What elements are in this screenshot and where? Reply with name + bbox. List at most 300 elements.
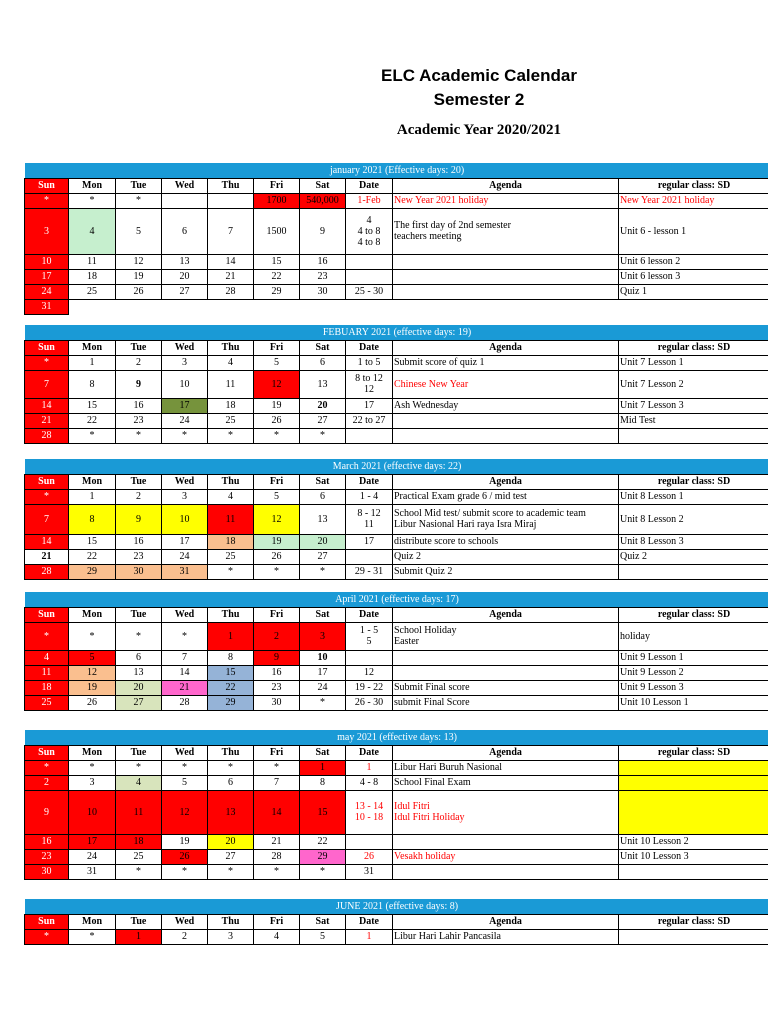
day-cell: 9	[254, 650, 300, 665]
agenda-cell: School Final Exam	[393, 775, 619, 790]
day-cell: 24	[300, 680, 346, 695]
day-cell: *	[254, 564, 300, 579]
regular-class-cell	[619, 760, 768, 775]
header-mon: Mon	[69, 178, 116, 193]
day-cell: 31	[25, 299, 69, 314]
day-cell: 24	[69, 849, 116, 864]
day-cell: *	[300, 428, 346, 443]
day-cell: 7	[208, 208, 254, 254]
day-cell: 7	[25, 370, 69, 398]
day-cell: 18	[116, 834, 162, 849]
agenda-cell: Chinese New Year	[393, 370, 619, 398]
month-banner: may 2021 (effective days: 13)	[25, 730, 768, 745]
header-fri: Fri	[254, 914, 300, 929]
header-thu: Thu	[208, 607, 254, 622]
day-cell: 22	[208, 680, 254, 695]
header-sat: Sat	[300, 474, 346, 489]
day-cell: 18	[69, 269, 116, 284]
regular-class-cell: Unit 7 Lesson 2	[619, 370, 768, 398]
day-cell: 22	[254, 269, 300, 284]
day-cell: 24	[25, 284, 69, 299]
header-sun: Sun	[25, 178, 69, 193]
day-cell: *	[254, 428, 300, 443]
agenda-cell: Ash Wednesday	[393, 398, 619, 413]
header-agenda: Agenda	[393, 745, 619, 760]
header-thu: Thu	[208, 745, 254, 760]
day-cell: 10	[69, 790, 116, 834]
day-cell: 6	[116, 650, 162, 665]
day-cell: 2	[25, 775, 69, 790]
date-cell	[346, 254, 393, 269]
header-fri: Fri	[254, 607, 300, 622]
month-april	[24, 592, 768, 711]
day-cell: 16	[254, 665, 300, 680]
regular-class-cell: Unit 7 Lesson 1	[619, 355, 768, 370]
regular-class-cell: Unit 8 Lesson 1	[619, 489, 768, 504]
header-regular-class: regular class: SD	[619, 474, 768, 489]
month-february	[24, 325, 768, 444]
month-banner: JUNE 2021 (effective days: 8)	[25, 899, 768, 914]
day-cell: 8	[69, 370, 116, 398]
header-tue: Tue	[116, 474, 162, 489]
date-cell: 26 - 30	[346, 695, 393, 710]
agenda-cell: Submit Final score	[393, 680, 619, 695]
header-sat: Sat	[300, 340, 346, 355]
regular-class-cell: Unit 9 Lesson 2	[619, 665, 768, 680]
day-cell: 7	[25, 504, 69, 534]
agenda-cell: Vesakh holiday	[393, 849, 619, 864]
header-date: Date	[346, 474, 393, 489]
month-march	[24, 459, 768, 580]
date-cell: 1	[346, 760, 393, 775]
date-cell: 4 4 to 8 4 to 8	[346, 208, 393, 254]
day-cell: 13	[208, 790, 254, 834]
day-cell	[162, 193, 208, 208]
day-cell: 5	[300, 929, 346, 944]
header-thu: Thu	[208, 914, 254, 929]
day-cell: *	[25, 929, 69, 944]
day-cell: 5	[162, 775, 208, 790]
agenda-cell	[393, 864, 619, 879]
day-cell: 21	[25, 549, 69, 564]
day-cell: 23	[116, 413, 162, 428]
day-cell: 12	[162, 790, 208, 834]
day-cell: 3	[69, 775, 116, 790]
regular-class-cell: Unit 8 Lesson 2	[619, 504, 768, 534]
header-agenda: Agenda	[393, 607, 619, 622]
day-cell: 11	[25, 665, 69, 680]
header-mon: Mon	[69, 607, 116, 622]
day-cell: 5	[69, 650, 116, 665]
day-cell: *	[69, 929, 116, 944]
agenda-cell: School Holiday Easter	[393, 622, 619, 650]
date-cell: 1 to 5	[346, 355, 393, 370]
header-thu: Thu	[208, 340, 254, 355]
date-cell: 25 - 30	[346, 284, 393, 299]
day-cell: 3	[208, 929, 254, 944]
date-cell: 4 - 8	[346, 775, 393, 790]
day-cell: *	[25, 355, 69, 370]
day-cell: 19	[116, 269, 162, 284]
day-cell: 4	[208, 355, 254, 370]
header-thu: Thu	[208, 474, 254, 489]
agenda-cell: The first day of 2nd semester teachers meeting	[393, 208, 619, 254]
calendar-title: ELC Academic Calendar	[381, 66, 577, 85]
header-tue: Tue	[116, 340, 162, 355]
month-banner: january 2021 (Effective days: 20)	[25, 163, 768, 178]
day-cell: 16	[116, 398, 162, 413]
agenda-cell: Libur Hari Lahir Pancasila	[393, 929, 619, 944]
day-cell: 28	[208, 284, 254, 299]
date-cell: 8 to 12 12	[346, 370, 393, 398]
day-cell: 13	[116, 665, 162, 680]
day-cell: 4	[254, 929, 300, 944]
date-cell: 22 to 27	[346, 413, 393, 428]
day-cell: 2	[254, 622, 300, 650]
regular-class-cell	[619, 790, 768, 834]
day-cell: *	[116, 428, 162, 443]
day-cell: *	[116, 864, 162, 879]
day-cell: 19	[254, 534, 300, 549]
day-cell: 8	[69, 504, 116, 534]
day-cell: 6	[300, 489, 346, 504]
day-cell: 2	[116, 489, 162, 504]
day-cell: *	[254, 760, 300, 775]
day-cell: 4	[25, 650, 69, 665]
agenda-cell: distribute score to schools	[393, 534, 619, 549]
header-wed: Wed	[162, 340, 208, 355]
header-regular-class: regular class: SD	[619, 178, 768, 193]
header-mon: Mon	[69, 745, 116, 760]
day-cell: 21	[254, 834, 300, 849]
day-cell: *	[162, 864, 208, 879]
day-cell: 29	[300, 849, 346, 864]
day-cell: 10	[300, 650, 346, 665]
day-cell: 13	[162, 254, 208, 269]
day-cell: 11	[208, 504, 254, 534]
header-sun: Sun	[25, 474, 69, 489]
day-cell: 8	[208, 650, 254, 665]
agenda-cell: Idul Fitri Idul Fitri Holiday	[393, 790, 619, 834]
day-cell: 1500	[254, 208, 300, 254]
header-date: Date	[346, 607, 393, 622]
agenda-cell	[393, 834, 619, 849]
header-fri: Fri	[254, 178, 300, 193]
agenda-cell	[393, 269, 619, 284]
day-cell: 21	[208, 269, 254, 284]
day-cell: 23	[300, 269, 346, 284]
day-cell: *	[116, 622, 162, 650]
day-cell: *	[69, 760, 116, 775]
day-cell: 12	[116, 254, 162, 269]
date-cell: 19 - 22	[346, 680, 393, 695]
day-cell: 15	[69, 398, 116, 413]
header-wed: Wed	[162, 178, 208, 193]
day-cell: 3	[25, 208, 69, 254]
header-sun: Sun	[25, 914, 69, 929]
day-cell: *	[25, 193, 69, 208]
regular-class-cell: Quiz 2	[619, 549, 768, 564]
day-cell: *	[208, 564, 254, 579]
header-date: Date	[346, 914, 393, 929]
regular-class-cell: Unit 6 lesson 2	[619, 254, 768, 269]
day-cell: 22	[69, 549, 116, 564]
header-tue: Tue	[116, 607, 162, 622]
regular-class-cell: Unit 10 Lesson 2	[619, 834, 768, 849]
day-cell: 6	[208, 775, 254, 790]
day-cell: 20	[208, 834, 254, 849]
day-cell: 20	[300, 398, 346, 413]
day-cell: 10	[162, 370, 208, 398]
day-cell: 2	[162, 929, 208, 944]
header-agenda: Agenda	[393, 340, 619, 355]
header-sat: Sat	[300, 914, 346, 929]
day-cell: 22	[300, 834, 346, 849]
regular-class-cell	[619, 564, 768, 579]
day-cell: 11	[116, 790, 162, 834]
date-cell: 17	[346, 534, 393, 549]
day-cell: 25	[69, 284, 116, 299]
day-cell: 30	[25, 864, 69, 879]
day-cell: 11	[69, 254, 116, 269]
day-cell: 26	[116, 284, 162, 299]
day-cell: 24	[162, 549, 208, 564]
agenda-cell: Submit score of quiz 1	[393, 355, 619, 370]
day-cell: 3	[162, 355, 208, 370]
header-mon: Mon	[69, 914, 116, 929]
day-cell: *	[116, 760, 162, 775]
day-cell: 17	[25, 269, 69, 284]
month-banner: FEBUARY 2021 (effective days: 19)	[25, 325, 768, 340]
day-cell: 11	[208, 370, 254, 398]
date-cell: 26	[346, 849, 393, 864]
day-cell: 28	[162, 695, 208, 710]
month-june	[24, 899, 768, 945]
header-wed: Wed	[162, 474, 208, 489]
day-cell: 7	[254, 775, 300, 790]
day-cell: *	[300, 864, 346, 879]
agenda-cell: School Mid test/ submit score to academic team Libur Nasional Hari raya Isra Miraj	[393, 504, 619, 534]
day-cell: 9	[25, 790, 69, 834]
day-cell: 15	[300, 790, 346, 834]
day-cell: 26	[162, 849, 208, 864]
day-cell: 13	[300, 504, 346, 534]
date-cell: 1 - 4	[346, 489, 393, 504]
day-cell: 18	[208, 534, 254, 549]
day-cell: *	[25, 760, 69, 775]
day-cell: 26	[254, 413, 300, 428]
day-cell: 19	[69, 680, 116, 695]
day-cell: 21	[162, 680, 208, 695]
header-fri: Fri	[254, 745, 300, 760]
day-cell: 16	[116, 534, 162, 549]
date-cell	[346, 650, 393, 665]
day-cell: 9	[116, 370, 162, 398]
day-cell: *	[162, 760, 208, 775]
day-cell: 2	[116, 355, 162, 370]
day-cell: 6	[300, 355, 346, 370]
regular-class-cell: holiday	[619, 622, 768, 650]
day-cell: 1	[300, 760, 346, 775]
day-cell: 19	[162, 834, 208, 849]
agenda-cell: Practical Exam grade 6 / mid test	[393, 489, 619, 504]
semester-label: Semester 2	[433, 90, 525, 109]
header-tue: Tue	[116, 914, 162, 929]
regular-class-cell: Unit 6 lesson 3	[619, 269, 768, 284]
day-cell: 17	[162, 534, 208, 549]
day-cell: 28	[25, 564, 69, 579]
day-cell: 15	[254, 254, 300, 269]
regular-class-cell	[619, 864, 768, 879]
day-cell: 4	[208, 489, 254, 504]
day-cell: 4	[69, 208, 116, 254]
month-may	[24, 730, 768, 880]
header-date: Date	[346, 340, 393, 355]
header-regular-class: regular class: SD	[619, 607, 768, 622]
day-cell: 20	[300, 534, 346, 549]
day-cell: *	[208, 864, 254, 879]
month-january	[24, 163, 768, 315]
header-wed: Wed	[162, 607, 208, 622]
day-cell: 21	[25, 413, 69, 428]
day-cell: 25	[116, 849, 162, 864]
day-cell: 15	[69, 534, 116, 549]
day-cell: 7	[162, 650, 208, 665]
agenda-cell: New Year 2021 holiday	[393, 193, 619, 208]
header-sat: Sat	[300, 607, 346, 622]
day-cell: 31	[69, 864, 116, 879]
empty-cell	[69, 299, 768, 314]
day-cell: 1	[208, 622, 254, 650]
regular-class-cell: New Year 2021 holiday	[619, 193, 768, 208]
day-cell: 30	[300, 284, 346, 299]
header-agenda: Agenda	[393, 474, 619, 489]
agenda-cell: Quiz 2	[393, 549, 619, 564]
day-cell: *	[69, 622, 116, 650]
header-tue: Tue	[116, 745, 162, 760]
agenda-cell	[393, 284, 619, 299]
header-agenda: Agenda	[393, 178, 619, 193]
day-cell: *	[116, 193, 162, 208]
month-banner: March 2021 (effective days: 22)	[25, 459, 768, 474]
day-cell: 12	[69, 665, 116, 680]
month-banner: April 2021 (effective days: 17)	[25, 592, 768, 607]
regular-class-cell	[619, 428, 768, 443]
day-cell: 9	[300, 208, 346, 254]
header-tue: Tue	[116, 178, 162, 193]
day-cell: 26	[254, 549, 300, 564]
day-cell: 30	[116, 564, 162, 579]
regular-class-cell: Unit 10 Lesson 1	[619, 695, 768, 710]
header-regular-class: regular class: SD	[619, 340, 768, 355]
day-cell: 12	[254, 370, 300, 398]
header-thu: Thu	[208, 178, 254, 193]
day-cell: 20	[116, 680, 162, 695]
academic-year: Academic Year 2020/2021	[396, 122, 562, 138]
day-cell: 5	[254, 355, 300, 370]
header-sun: Sun	[25, 607, 69, 622]
day-cell: 15	[208, 665, 254, 680]
header-sun: Sun	[25, 340, 69, 355]
day-cell: *	[208, 760, 254, 775]
day-cell: 1	[116, 929, 162, 944]
day-cell: *	[162, 622, 208, 650]
date-cell	[346, 269, 393, 284]
day-cell: 3	[162, 489, 208, 504]
agenda-cell: Submit Quiz 2	[393, 564, 619, 579]
date-cell: 13 - 14 10 - 18	[346, 790, 393, 834]
day-cell: *	[25, 489, 69, 504]
date-cell	[346, 549, 393, 564]
header-fri: Fri	[254, 340, 300, 355]
regular-class-cell: Quiz 1	[619, 284, 768, 299]
day-cell: *	[208, 428, 254, 443]
day-cell: 27	[300, 413, 346, 428]
day-cell: 9	[116, 504, 162, 534]
day-cell: 27	[116, 695, 162, 710]
date-cell: 1 - 5 5	[346, 622, 393, 650]
day-cell: 14	[254, 790, 300, 834]
day-cell: 30	[254, 695, 300, 710]
day-cell: 18	[25, 680, 69, 695]
agenda-cell	[393, 428, 619, 443]
day-cell: 5	[116, 208, 162, 254]
day-cell: 18	[208, 398, 254, 413]
day-cell: *	[300, 695, 346, 710]
date-cell: 1-Feb	[346, 193, 393, 208]
agenda-cell	[393, 650, 619, 665]
date-cell: 8 - 12 11	[346, 504, 393, 534]
day-cell: 22	[69, 413, 116, 428]
day-cell: 14	[208, 254, 254, 269]
day-cell: 14	[25, 398, 69, 413]
agenda-cell: Libur Hari Buruh Nasional	[393, 760, 619, 775]
regular-class-cell: Unit 8 Lesson 3	[619, 534, 768, 549]
agenda-cell	[393, 254, 619, 269]
day-cell	[208, 193, 254, 208]
day-cell: 23	[25, 849, 69, 864]
header-wed: Wed	[162, 745, 208, 760]
date-cell: 29 - 31	[346, 564, 393, 579]
day-cell: 20	[162, 269, 208, 284]
date-cell: 12	[346, 665, 393, 680]
day-cell: 28	[25, 428, 69, 443]
day-cell: 17	[69, 834, 116, 849]
day-cell: 19	[254, 398, 300, 413]
day-cell: 25	[208, 549, 254, 564]
day-cell: *	[69, 193, 116, 208]
header-sat: Sat	[300, 178, 346, 193]
regular-class-cell	[619, 929, 768, 944]
day-cell: *	[300, 564, 346, 579]
day-cell: 25	[25, 695, 69, 710]
day-cell: 5	[254, 489, 300, 504]
regular-class-cell: Mid Test	[619, 413, 768, 428]
day-cell: 10	[25, 254, 69, 269]
regular-class-cell: Unit 9 Lesson 3	[619, 680, 768, 695]
header-date: Date	[346, 178, 393, 193]
agenda-cell	[393, 665, 619, 680]
day-cell: *	[25, 622, 69, 650]
day-cell: 1	[69, 355, 116, 370]
date-cell: 17	[346, 398, 393, 413]
day-cell: 28	[254, 849, 300, 864]
day-cell: 6	[162, 208, 208, 254]
day-cell: 1700	[254, 193, 300, 208]
day-cell: 17	[300, 665, 346, 680]
agenda-cell	[393, 413, 619, 428]
day-cell: 540,000	[300, 193, 346, 208]
